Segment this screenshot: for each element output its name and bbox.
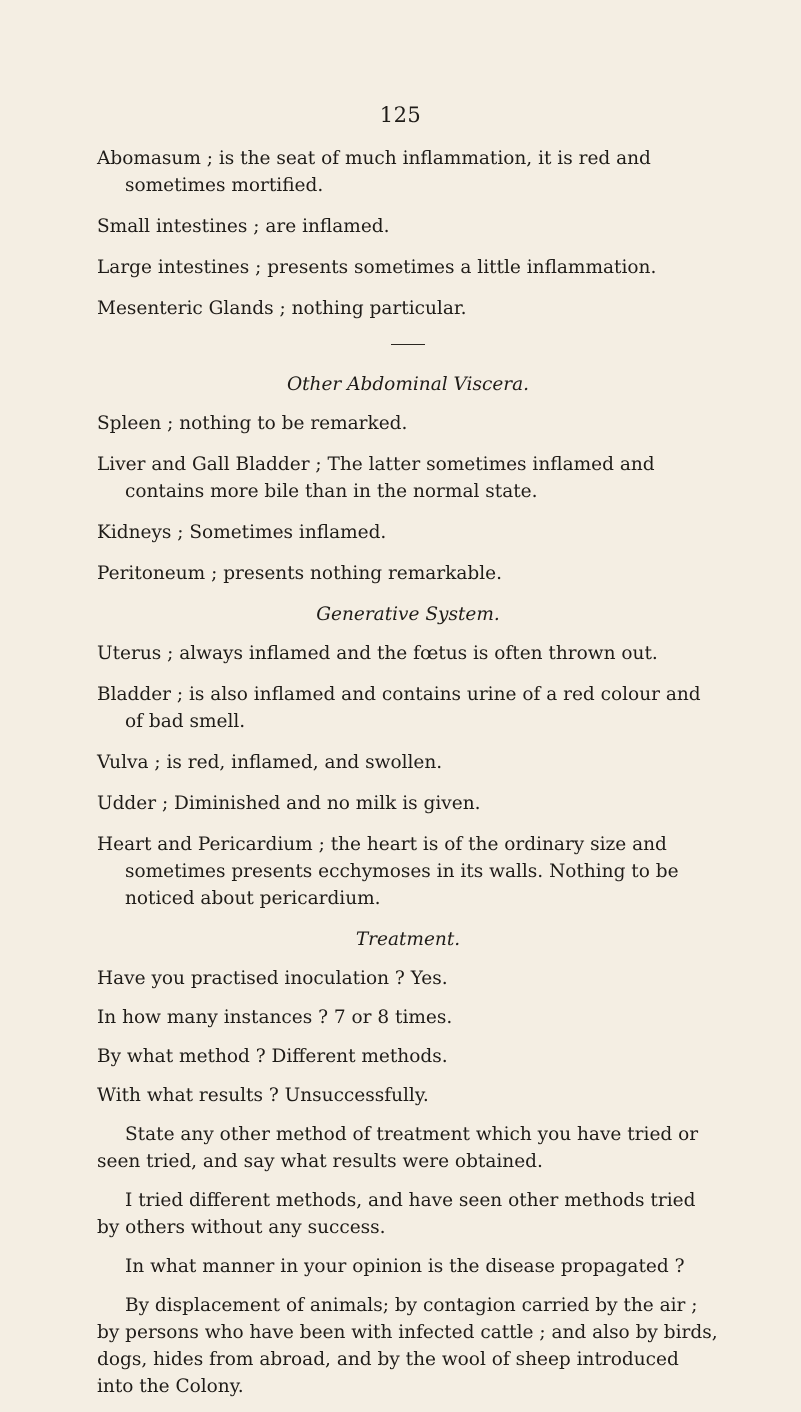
entry-small-intestines: Small intestines ; are inflamed. (97, 216, 390, 237)
entry-udder: Udder ; Diminished and no milk is given. (97, 793, 481, 814)
page-body (97, 145, 719, 1412)
entry-large-intestines: Large intestines ; presents sometimes a little inflammation. (97, 257, 657, 278)
heading-generative-system: Generative System. (316, 604, 500, 625)
entry-abomasum: Abomasum ; is the seat of much inflammation, it is red and sometimes mortified. (97, 148, 651, 196)
entry-heart-pericardium: Heart and Pericardium ; the heart is of the ordinary size and sometimes presents ecchymoses in its walls. Nothing to be noticed about pericardium. (97, 834, 679, 909)
heading-other-abdominal-viscera: Other Abdominal Viscera. (286, 374, 530, 395)
qa-method: By what method ? Different methods. (97, 1046, 448, 1067)
entry-peritoneum: Peritoneum ; presents nothing remarkable. (97, 563, 503, 584)
qa-instances: In how many instances ? 7 or 8 times. (97, 1007, 453, 1028)
qa-results: With what results ? Unsuccessfully. (97, 1085, 429, 1106)
section-divider (391, 344, 425, 345)
entry-uterus: Uterus ; always inflamed and the fœtus is often thrown out. (97, 643, 658, 664)
page-number: 125 (379, 103, 422, 127)
question-propagation: In what manner in your opinion is the disease propagated ? (125, 1256, 685, 1277)
entry-kidneys: Kidneys ; Sometimes inflamed. (97, 522, 387, 543)
entry-vulva: Vulva ; is red, inflamed, and swollen. (97, 752, 443, 773)
entry-bladder: Bladder ; is also inflamed and contains urine of a red colour and of bad smell. (97, 684, 701, 732)
heading-treatment: Treatment. (355, 929, 461, 950)
question-other-method: State any other method of treatment which you have tried or seen tried, and say what results were obtained. (97, 1124, 699, 1172)
qa-inoculation: Have you practised inoculation ? Yes. (97, 968, 448, 989)
entry-mesenteric-glands: Mesenteric Glands ; nothing particular. (97, 298, 467, 319)
entry-liver-gall-bladder: Liver and Gall Bladder ; The latter sometimes inflamed and contains more bile than in the normal state. (97, 454, 655, 502)
answer-other-method: I tried different methods, and have seen other methods tried by others without any success. (97, 1190, 696, 1238)
entry-spleen: Spleen ; nothing to be remarked. (97, 413, 408, 434)
answer-propagation: By displacement of animals; by contagion carried by the air ; by persons who have been with infected cattle ; and also by birds, dogs, hides from abroad, and by the wool of sheep introduced into the Colony. (97, 1295, 718, 1397)
